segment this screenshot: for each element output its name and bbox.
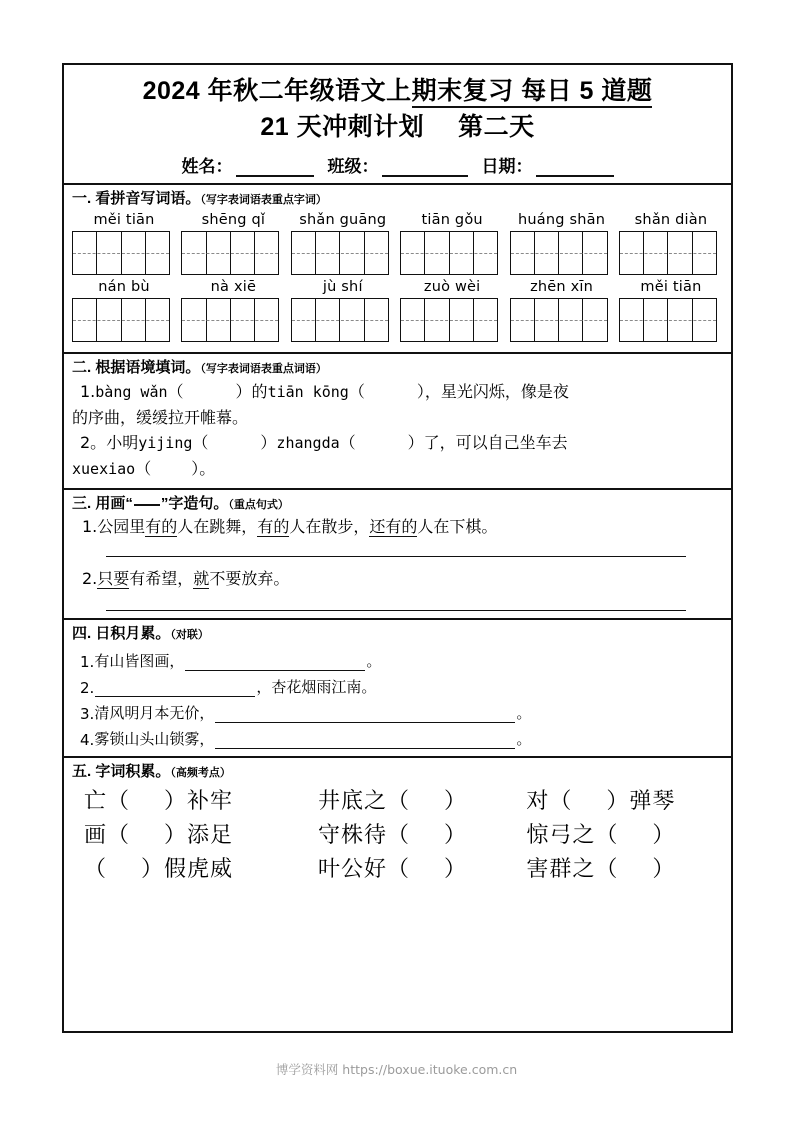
keyword-underlined: 有的 <box>145 517 178 537</box>
question-line: 2。小明yijing（ ）zhangda（ ）了，可以自己坐车去 <box>80 432 568 452</box>
section-one-note: （写字表词语表重点字词） <box>200 193 327 206</box>
keyword-underlined: 只要 <box>97 569 130 589</box>
pinyin-prompt: zhangda <box>276 433 340 452</box>
pinyin-label: shǎn diàn <box>634 212 708 228</box>
section-five-heading <box>72 763 723 781</box>
pinyin-cell <box>291 211 395 275</box>
couplet-before: 清风明月本无价， <box>94 704 215 723</box>
section-three <box>64 488 731 618</box>
pinyin-label: zuò wèi <box>423 279 481 295</box>
idiom-item <box>318 818 526 849</box>
writing-grid[interactable] <box>181 231 279 275</box>
writing-grid[interactable] <box>72 231 170 275</box>
date-input-blank[interactable] <box>536 160 614 177</box>
section-five-title: 字词积累。 <box>95 763 171 781</box>
worksheet-sheet <box>62 63 733 1033</box>
question-number: 1. <box>80 382 96 401</box>
idiom-prefix: 亡（ <box>84 789 131 815</box>
worksheet-header <box>64 65 731 183</box>
pinyin-cell <box>619 278 723 342</box>
pinyin-cell <box>72 278 176 342</box>
subtitle-plan: 21 天冲刺计划 <box>260 113 425 141</box>
writing-grid[interactable] <box>400 298 498 342</box>
example-sentence-1 <box>82 515 723 539</box>
couplet-item <box>80 697 723 723</box>
watermark-text: 博学资料网 https://boxue.ituoke.com.cn <box>275 1062 518 1077</box>
pinyin-prompt: xuexiao <box>72 459 136 478</box>
identity-row <box>70 152 725 179</box>
name-field-group[interactable] <box>182 152 314 177</box>
connector-text: 的 <box>251 382 268 401</box>
writing-grid[interactable] <box>291 298 389 342</box>
idiom-suffix: ） <box>443 789 467 815</box>
section-three-title-b: ”字造句。 <box>160 495 229 513</box>
idiom-item <box>84 784 318 815</box>
section-two-title: 根据语境填词。 <box>95 359 201 376</box>
sentence-part: 人在跳舞， <box>177 517 258 537</box>
section-one <box>64 183 731 352</box>
section-three-title-a: 用画“ <box>95 495 133 513</box>
writing-grid[interactable] <box>291 231 389 275</box>
section-five <box>64 756 731 893</box>
idiom-row <box>84 784 723 815</box>
idiom-suffix: ） <box>443 823 467 849</box>
date-label: 日期： <box>481 157 533 176</box>
section-four-note: （对联） <box>170 628 209 642</box>
keyword-underlined: 有的 <box>257 517 290 537</box>
writing-grid[interactable] <box>400 231 498 275</box>
writing-grid[interactable] <box>510 298 608 342</box>
idiom-row <box>84 852 723 883</box>
pinyin-cell <box>400 211 504 275</box>
answer-blank[interactable] <box>185 656 365 671</box>
pinyin-label: shēng qǐ <box>201 212 266 228</box>
couplet-item <box>80 671 723 697</box>
sentence-part: 公园里 <box>97 517 146 537</box>
item-number: 2. <box>80 679 95 698</box>
pinyin-label: nán bù <box>98 279 150 295</box>
idiom-prefix: 画（ <box>84 823 131 849</box>
idiom-prefix: 害群之（ <box>526 857 619 883</box>
pinyin-label: shǎn guāng <box>299 212 387 228</box>
pinyin-prompt: tiān kōng <box>267 383 349 401</box>
section-four <box>64 618 731 756</box>
date-field-group[interactable] <box>482 152 614 177</box>
idiom-suffix: ）弹琴 <box>606 789 676 815</box>
couplet-before: 雾锁山头山锁雾， <box>94 730 215 749</box>
class-field-group[interactable] <box>328 152 468 177</box>
couplet-item <box>80 723 723 749</box>
section-two <box>64 352 731 488</box>
pinyin-cell <box>619 211 723 275</box>
idiom-prefix: 叶公好（ <box>317 857 410 883</box>
idiom-suffix: ）假虎威 <box>141 857 234 883</box>
section-one-heading <box>72 190 723 208</box>
idiom-prefix: 对（ <box>526 789 573 815</box>
title-part-1: 2024 年秋二年级语文上 <box>142 77 412 105</box>
section-one-number: 一. <box>72 190 92 207</box>
couplet-item <box>80 645 723 671</box>
pinyin-cell <box>72 211 176 275</box>
page-title <box>70 75 725 107</box>
idiom-prefix: 井底之（ <box>317 789 410 815</box>
writing-grid[interactable] <box>619 298 717 342</box>
pinyin-label: měi tiān <box>93 212 155 228</box>
idiom-item <box>526 852 723 883</box>
question-number: 1. <box>82 517 98 537</box>
section-two-note: （写字表词语表重点词语） <box>200 362 327 375</box>
answer-blank[interactable] <box>215 734 515 749</box>
section-five-number: 五. <box>72 763 92 781</box>
section-one-title: 看拼音写词语。 <box>95 190 201 207</box>
couplet-after: 。 <box>516 704 532 723</box>
keyword-underlined: 就 <box>193 569 210 589</box>
writing-grid[interactable] <box>72 298 170 342</box>
question-tail: ，星光闪烁，像是夜 <box>424 382 569 401</box>
keyword-underlined: 还有的 <box>369 517 418 537</box>
answer-blank[interactable] <box>95 682 255 697</box>
idiom-prefix: 惊弓之（ <box>526 823 619 849</box>
couplet-after: ，杏花烟雨江南。 <box>256 678 377 697</box>
sentence-part: 人在散步， <box>289 517 370 537</box>
name-input-blank[interactable] <box>236 160 314 177</box>
question-lead: 小明 <box>106 432 139 452</box>
idiom-item <box>84 852 318 883</box>
pinyin-grid-area <box>72 211 723 342</box>
idiom-suffix: ） <box>652 857 676 883</box>
idiom-suffix: ） <box>652 823 676 849</box>
sentence-part: 不要放弃。 <box>209 569 290 589</box>
pinyin-row-2 <box>72 278 723 342</box>
idiom-suffix: ） <box>443 857 467 883</box>
couplet-before: 有山皆图画， <box>94 652 185 671</box>
idiom-item <box>318 852 526 883</box>
writing-grid[interactable] <box>510 231 608 275</box>
question-continuation: xuexiao（ ）。 <box>72 458 216 478</box>
section-two-body <box>72 379 723 481</box>
pinyin-cell <box>181 211 285 275</box>
section-four-number: 四. <box>72 625 92 643</box>
pinyin-label: měi tiān <box>640 279 702 295</box>
pinyin-label: tiān gǒu <box>421 212 483 228</box>
pinyin-prompt: yijing <box>138 433 193 452</box>
section-two-heading <box>72 359 723 377</box>
sentence-part: 有希望， <box>129 569 194 589</box>
section-four-heading <box>72 625 723 643</box>
subtitle-day: 第二天 <box>458 113 535 141</box>
section-three-note: （重点句式） <box>228 498 289 512</box>
question-number: 2. <box>82 569 98 589</box>
section-three-heading <box>72 495 723 513</box>
answer-blank[interactable] <box>215 708 515 723</box>
footer-watermark <box>0 1060 793 1078</box>
idiom-suffix: ）补牢 <box>164 789 234 815</box>
idiom-item <box>526 818 723 849</box>
idiom-prefix: （ <box>84 857 108 883</box>
title-part-2: 期末复习 每日 5 道题 <box>412 77 653 108</box>
sentence-period: 。 <box>199 458 216 478</box>
question-line: 1.bàng wǎn（ ）的tiān kōng（ ），星光闪烁，像是夜 <box>80 382 569 401</box>
underline-mark-icon <box>134 504 160 506</box>
answer-line[interactable] <box>106 609 686 611</box>
pinyin-cell <box>510 278 614 342</box>
pinyin-cell <box>291 278 395 342</box>
couplet-after: 。 <box>366 652 382 671</box>
writing-grid[interactable] <box>181 298 279 342</box>
pinyin-cell <box>510 211 614 275</box>
idiom-item <box>318 784 526 815</box>
idiom-item <box>84 818 318 849</box>
idiom-item <box>526 784 723 815</box>
idiom-row <box>84 818 723 849</box>
section-three-number: 三. <box>72 495 92 513</box>
idiom-suffix: ）添足 <box>164 823 234 849</box>
pinyin-label: zhēn xīn <box>530 279 594 295</box>
sentence-part: 人在下棋。 <box>417 517 498 537</box>
question-continuation: 的序曲，缓缓拉开帷幕。 <box>72 407 249 427</box>
page-subtitle <box>70 111 725 143</box>
item-number: 4. <box>80 731 95 750</box>
couplet-after: 。 <box>516 730 532 749</box>
answer-line[interactable] <box>106 555 686 557</box>
class-input-blank[interactable] <box>382 160 468 177</box>
pinyin-label: huáng shān <box>518 212 606 228</box>
section-five-note: （高频考点） <box>170 766 231 780</box>
pinyin-label: jù shí <box>322 279 363 295</box>
question-number: 2。 <box>80 432 107 452</box>
item-number: 1. <box>80 653 95 672</box>
pinyin-cell <box>400 278 504 342</box>
item-number: 3. <box>80 705 95 724</box>
name-label: 姓名： <box>181 157 233 176</box>
idiom-prefix: 守株待（ <box>317 823 410 849</box>
example-sentence-2 <box>82 567 723 591</box>
class-label: 班级： <box>327 157 379 176</box>
question-tail: 了，可以自己坐车去 <box>423 432 568 452</box>
pinyin-cell <box>181 278 285 342</box>
writing-grid[interactable] <box>619 231 717 275</box>
section-two-number: 二. <box>72 359 92 376</box>
pinyin-prompt: bàng wǎn <box>95 383 168 401</box>
pinyin-label: nà xiē <box>210 279 257 295</box>
section-four-title: 日积月累。 <box>95 625 171 643</box>
pinyin-row-1 <box>72 211 723 275</box>
